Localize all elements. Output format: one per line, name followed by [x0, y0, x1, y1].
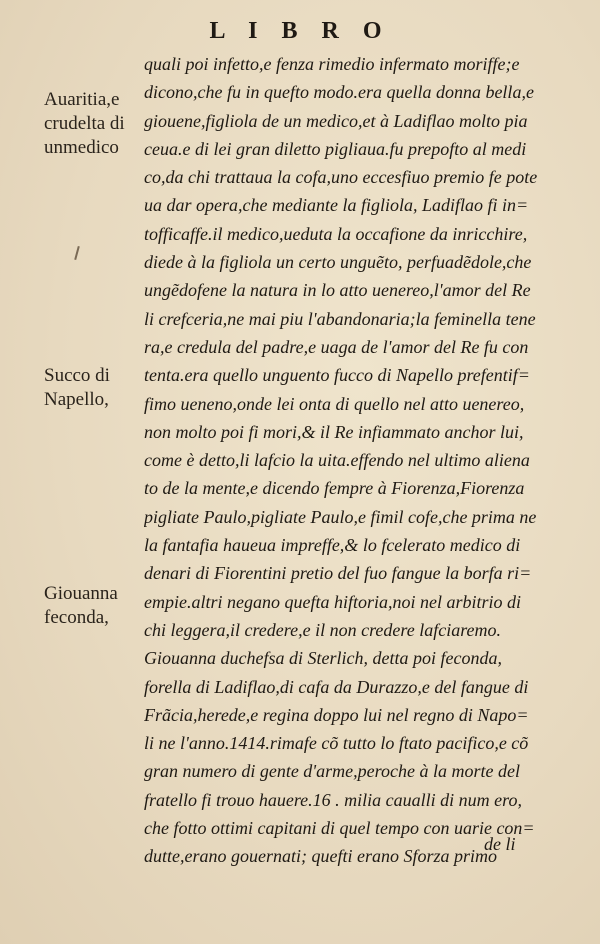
margin-note-line: Succo di [44, 365, 110, 386]
text-line: quali poi infetto,e fenza rimedio infermato moriffe;e [144, 54, 520, 74]
text-line: li ne l'anno.1414.rimafe cõ tutto lo ftato pacifico,e cõ [144, 733, 529, 754]
text-line: dicono,che fu in quefto modo.era quella donna bella,e [144, 82, 534, 103]
text-line: gran numero di gente d'arme,peroche à la morte del [144, 761, 520, 782]
margin-note-napello [44, 364, 136, 412]
margin-note-line: Giouanna [44, 583, 118, 604]
text-line: tenta.era quello unguento fucco di Napello prefentif= [144, 365, 530, 386]
running-header: L I B R O [209, 18, 391, 44]
margin-note-avarice [44, 88, 136, 160]
text-line: toffiсaffe.il medico,ueduta la occafione da inricchire, [144, 223, 528, 244]
text-line: che fotto ottimi capitani di quel tempo con uarie con= [144, 818, 535, 839]
margin-note-line: Napello, [44, 389, 109, 410]
text-line: come è detto,li lafcio la uita.effendo nel ultimo aliena [144, 450, 530, 471]
text-line: li crefceria,ne mai piu l'abandonaria;la feminella tene [144, 308, 536, 329]
text-line: ra,e credula del padre,e uaga de l'amor del Re fu con [144, 336, 529, 357]
margin-note-giovanna [44, 582, 136, 630]
margin-mark [74, 246, 80, 260]
text-line: non molto poi fi mori,& il Re infiammato anchor lui, [144, 421, 524, 442]
margin-note-line: Auaritia,e [44, 89, 120, 110]
text-line: fratello fi trouo hauere.16 . milia caualli di num ero, [144, 789, 522, 810]
margin-note-line: crudelta di [44, 113, 125, 134]
text-line: empie.altri negano quefta hiftoria,noi nel arbitrio di [144, 591, 521, 612]
text-line: ua dar opera,che mediante la figliola, Ladiflao fi in= [144, 195, 529, 216]
text-line: co,da chi trattaua la cofa,uno eccesfiuo premio fe pote [144, 167, 538, 188]
text-line: forella di Ladiflao,di cafa da Durazzo,e del fangue di [144, 676, 529, 697]
text-line: ungẽdofene la natura in lo atto uenereo,l'amor del Re [144, 280, 531, 301]
text-line: la fantafia haueua impreffe,& lo fcelerato medico di [144, 535, 521, 556]
text-line: fimo ueneno,onde lei onta di quello nel atto uenereo, [144, 393, 525, 414]
text-line: Giouanna duchefsa di Sterlich, detta poi feconda, [144, 648, 502, 669]
text-line: to de la mente,e dicendo fempre à Fiorenza,Fiorenza [144, 478, 525, 499]
text-line: chi leggera,il credere,e il non credere lafciaremo. [144, 619, 502, 640]
body-text [144, 50, 574, 871]
text-line: Frãcia,herede,e regina doppo lui nel regno di Napo= [144, 704, 529, 725]
margin-note-line: feconda, [44, 607, 109, 628]
text-line: pigliate Paulo,pigliate Paulo,e fimil cofe,che prima ne [144, 506, 537, 527]
catchword: de li [484, 834, 516, 854]
text-line: dutte,erano gouernati; quefti erano Sforza primo [144, 846, 497, 867]
margin-note-line: unmedico [44, 137, 119, 158]
text-line: giouene,figliola de un medico,et à Ladiflao molto pia [144, 110, 528, 131]
text-line: diede à la figliola un certo unguẽto, perfuadẽdole,che [144, 252, 532, 273]
text-line: denari di Fiorentini pretio del fuo fangue la borfa ri= [144, 563, 532, 584]
text-line: ceua.e di lei gran diletto pigliaua.fu prepofto al medi [144, 138, 527, 159]
